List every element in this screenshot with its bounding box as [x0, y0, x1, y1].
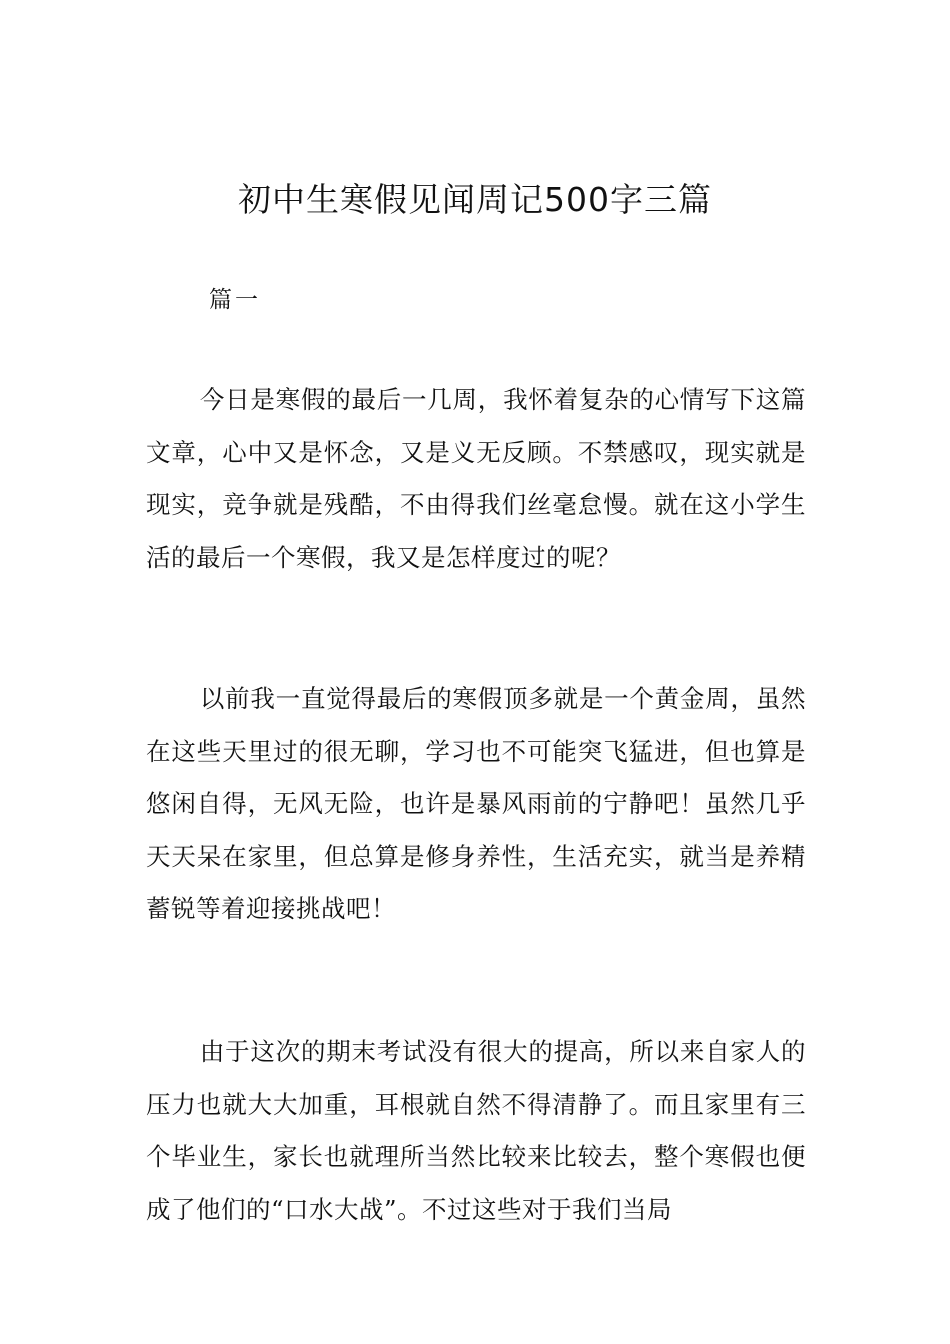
paragraph-2: 以前我一直觉得最后的寒假顶多就是一个黄金周，虽然在这些天里过的很无聊，学习也不可能突飞猛进，但也算是悠闲自得，无风无险，也许是暴风雨前的宁静吧！虽然几乎天天呆在家里，但总算是修身养性，生活充实，就当是养精蓄锐等着迎接挑战吧！ [146, 684, 806, 923]
document-title: 初中生寒假见闻周记500字三篇 [238, 180, 712, 219]
section-label: 篇一 [209, 287, 261, 313]
paragraph-1: 今日是寒假的最后一几周，我怀着复杂的心情写下这篇文章，心中又是怀念，又是义无反顾。不禁感叹，现实就是现实，竞争就是残酷，不由得我们丝毫怠慢。就在这小学生活的最后一个寒假，我又是怎样度过的呢？ [146, 385, 806, 572]
paragraph-3: 由于这次的期末考试没有很大的提高，所以来自家人的压力也就大大加重，耳根就自然不得清静了。而且家里有三个毕业生，家长也就理所当然比较来比较去，整个寒假也便成了他们的“口水大战”。不过这些对于我们当局 [146, 1037, 806, 1224]
